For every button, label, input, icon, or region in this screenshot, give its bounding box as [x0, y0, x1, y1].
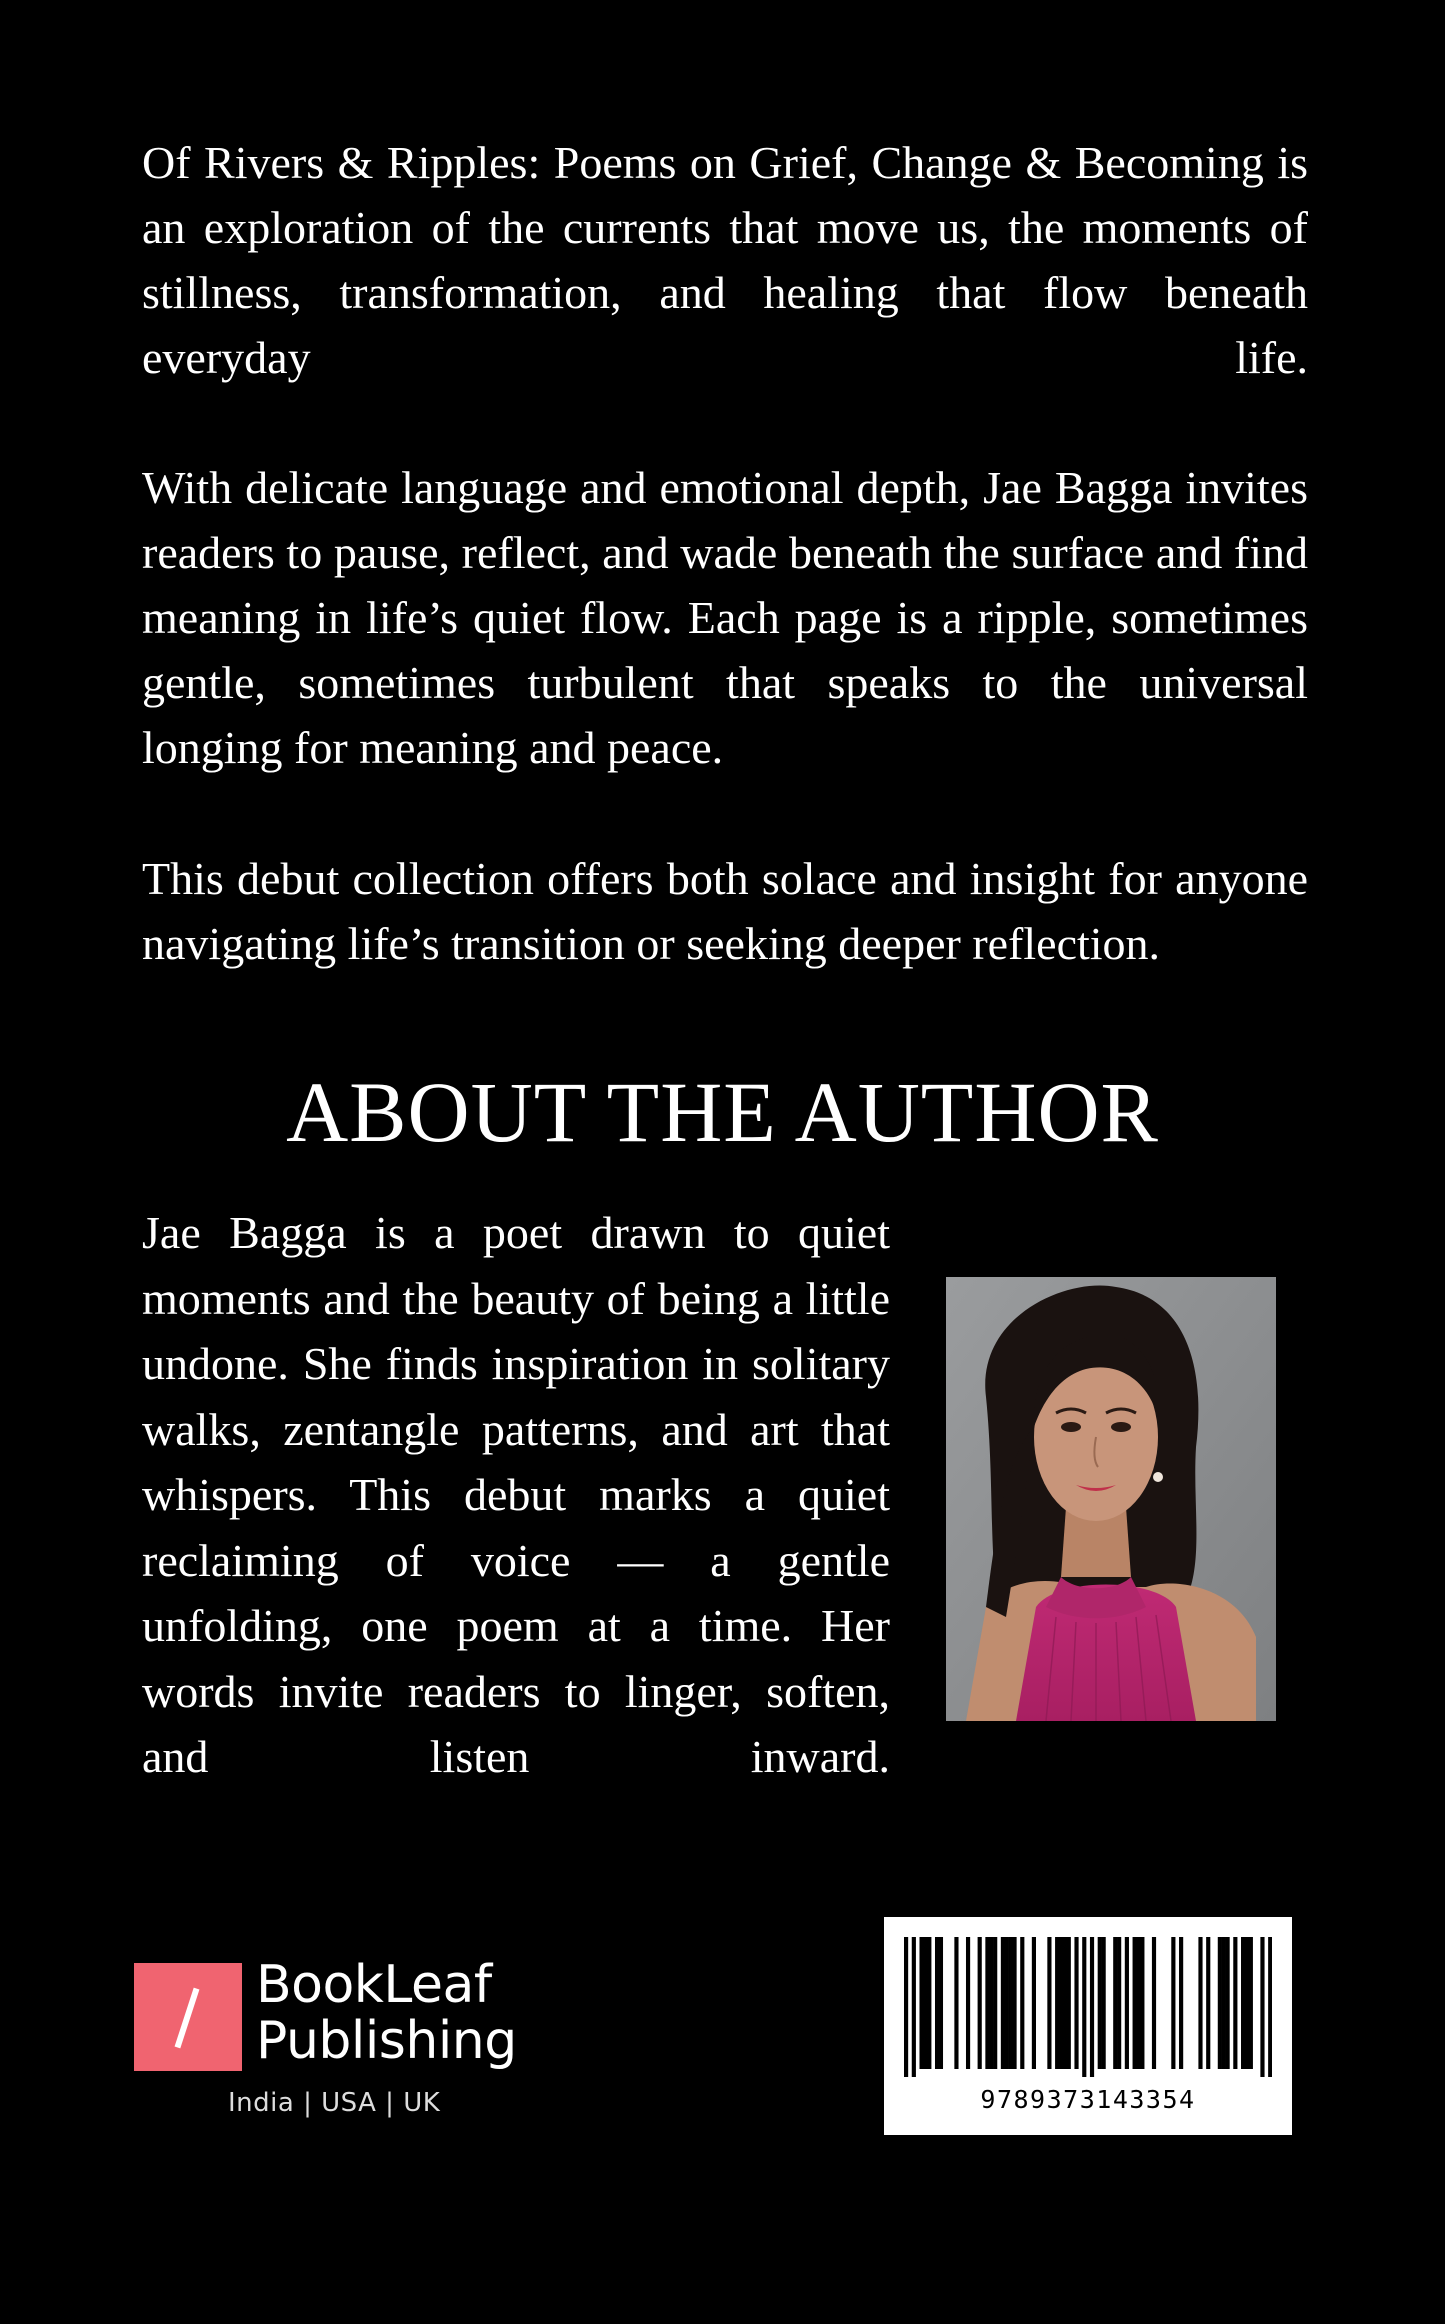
barcode-bar [1001, 1937, 1005, 2069]
barcode-bar [985, 1937, 989, 2069]
barcode-bar [1098, 1937, 1102, 2069]
barcode-bar [1102, 1937, 1106, 2069]
barcode-bar [935, 1937, 939, 2069]
publisher-regions: India | USA | UK [228, 2088, 441, 2118]
barcode-bar [1226, 1937, 1230, 2069]
barcode-bar [1074, 1937, 1078, 2069]
barcode-bars [904, 1937, 1272, 2077]
barcode [884, 1917, 1292, 2135]
barcode-bar [954, 1937, 958, 2069]
barcode-bar [1218, 1937, 1222, 2069]
barcode-bar [912, 1937, 916, 2077]
barcode-bar [1260, 1937, 1264, 2077]
blurb-paragraph-2: With delicate language and emotional depth, Jae Bagga invites readers to pause, reflect, and wade beneath the surface and find meaning in life’s quiet flow. Each page is a ripple, sometimes gentle, sometimes turbulent that speaks to the universal longing for meaning and peace. [142, 462, 1308, 773]
barcode-bar [1152, 1937, 1156, 2069]
barcode-bar [1090, 1937, 1094, 2077]
barcode-bar [1233, 1937, 1237, 2069]
barcode-bar [1005, 1937, 1009, 2069]
author-bio: Jae Bagga is a poet drawn to quiet moments and the beauty of being a little undone. She finds inspiration in solitary walks, zentangle patterns, and art that whispers. This debut marks a quiet reclaiming of voice — a gentle unfolding, one poem at a time. Her words invite readers to linger, soften, and listen inward. [142, 1207, 890, 1782]
barcode-bar [927, 1937, 931, 2069]
barcode-bar [1206, 1937, 1210, 2069]
barcode-bar [1067, 1937, 1071, 2069]
barcode-bar [989, 1937, 993, 2069]
barcode-bar [1047, 1937, 1051, 2069]
slash-icon [175, 1988, 200, 2049]
publisher-name-line-1: BookLeaf [256, 1955, 492, 2015]
barcode-bar [1117, 1937, 1121, 2069]
barcode-bar [1082, 1937, 1086, 2077]
blurb-paragraph-3: This debut collection offers both solace and insight for anyone navigating life’s transition or seeking deeper reflection. [142, 853, 1308, 969]
barcode-bar [1171, 1937, 1175, 2069]
barcode-bar [904, 1937, 908, 2077]
barcode-bar [1268, 1937, 1272, 2077]
barcode-bar [919, 1937, 923, 2069]
barcode-bar [1179, 1937, 1183, 2069]
isbn-number: 9789373143354 [980, 2085, 1196, 2114]
barcode-bar [1249, 1937, 1253, 2069]
barcode-bar [1136, 1937, 1140, 2069]
publisher-name-line-2: Publishing [256, 2011, 517, 2071]
barcode-bar [1113, 1937, 1117, 2069]
author-photo [946, 1277, 1276, 1721]
barcode-bar [1055, 1937, 1059, 2069]
barcode-bar [1063, 1937, 1067, 2069]
barcode-bar [939, 1937, 943, 2069]
about-author-heading: ABOUT THE AUTHOR [286, 1064, 1159, 1160]
barcode-bar [1009, 1937, 1013, 2069]
barcode-bar [1125, 1937, 1129, 2069]
barcode-bar [1012, 1937, 1016, 2069]
barcode-bar [1133, 1937, 1137, 2069]
barcode-bar [1222, 1937, 1226, 2069]
barcode-bar [1140, 1937, 1144, 2069]
barcode-bar [966, 1937, 970, 2069]
barcode-bar [1020, 1937, 1024, 2069]
barcode-bar [1059, 1937, 1063, 2069]
barcode-bar [1198, 1937, 1202, 2069]
barcode-bar [978, 1937, 982, 2069]
barcode-bar [923, 1937, 927, 2069]
barcode-bar [1241, 1937, 1245, 2069]
barcode-bar [1245, 1937, 1249, 2069]
barcode-bar [993, 1937, 997, 2069]
barcode-bar [1032, 1937, 1036, 2069]
blurb-paragraph-1: Of Rivers & Ripples: Poems on Grief, Change & Becoming is an exploration of the currents that move us, the moments of stillness, transformation, and healing that flow beneath everyday life. [142, 137, 1308, 383]
publisher-logo-mark [134, 1963, 242, 2071]
